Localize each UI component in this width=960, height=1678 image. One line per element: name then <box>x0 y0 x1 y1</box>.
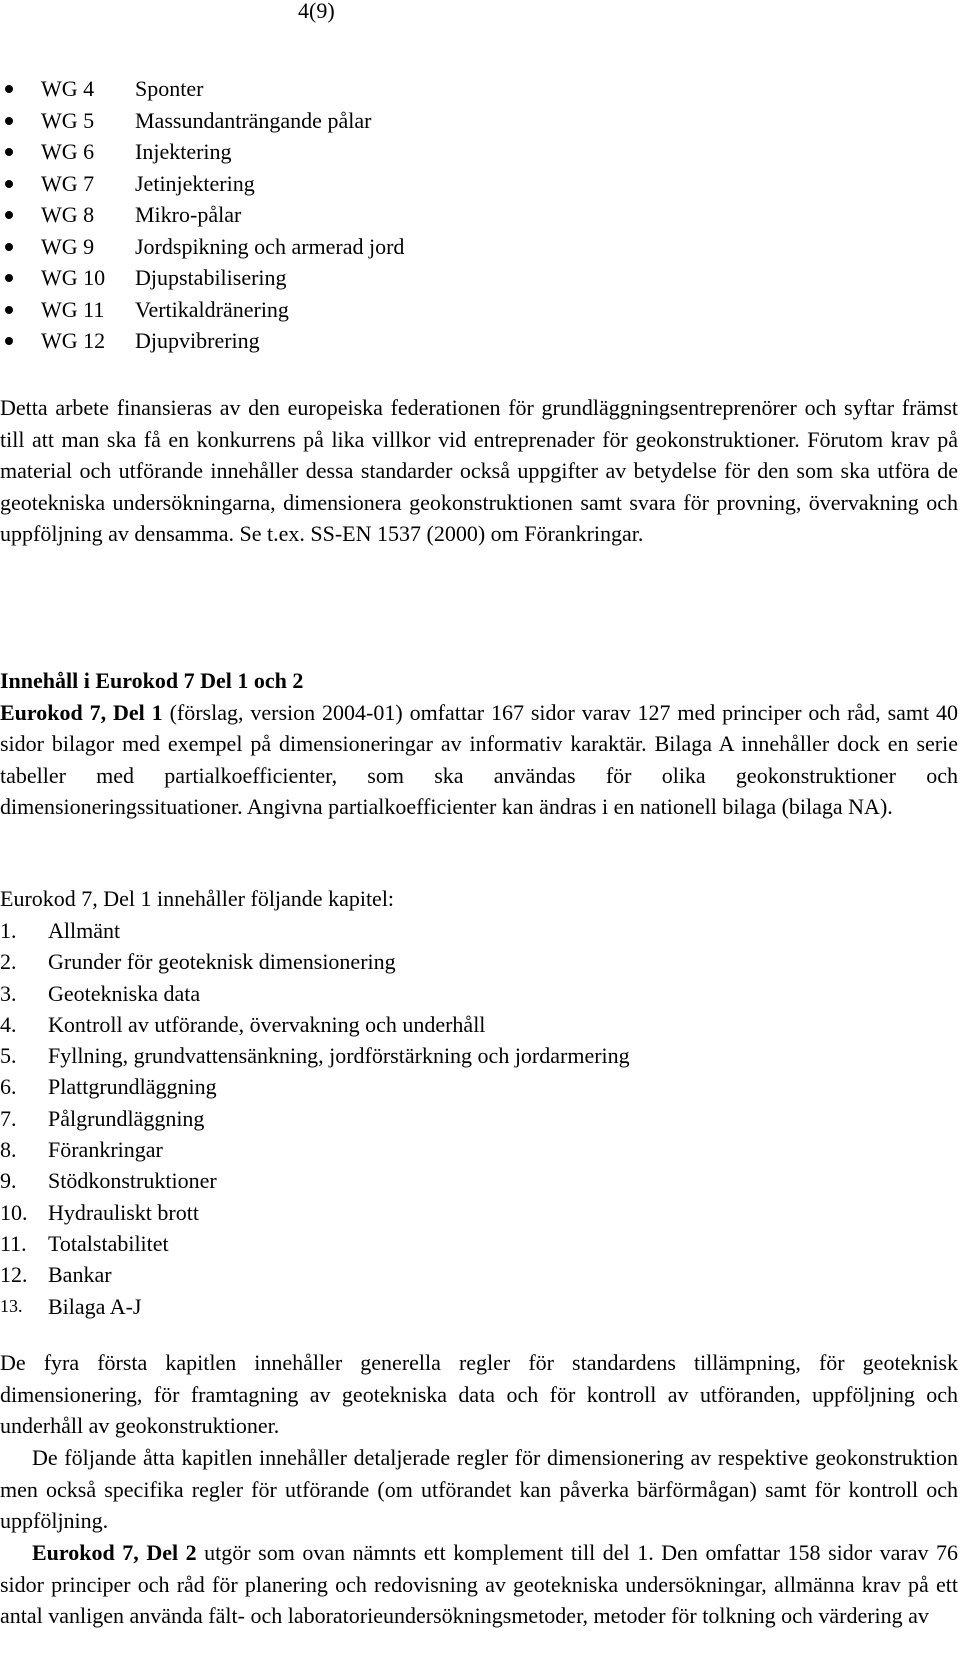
bold-lead: Eurokod 7, Del 1 <box>0 700 163 725</box>
work-group-code: WG 8 <box>41 202 95 227</box>
chapter-title: Förankringar <box>48 1137 163 1163</box>
chapters-intro: Eurokod 7, Del 1 innehåller följande kapitel: <box>0 886 395 911</box>
paragraph-first-chapters: De fyra första kapitlen innehåller generella regler för standardens tillämpning, för geoteknisk dimensionering, för framtagning av geotekniska data och för kontroll av utföranden, uppföljning och underhåll av geokonstruktioner. <box>0 1350 958 1438</box>
work-group-code: WG 7 <box>41 170 95 196</box>
chapter-number: 7. <box>0 1105 17 1131</box>
work-group-code: WG 10 <box>41 265 106 290</box>
bullet-icon <box>5 211 13 219</box>
work-group-title: Vertikaldränering <box>135 296 289 322</box>
bullet-icon <box>5 117 13 125</box>
work-group-code: WG 4 <box>41 76 95 101</box>
chapter-title: Allmänt <box>48 918 121 943</box>
chapter-title: Fyllning, grundvattensänkning, jordförstärkning och jordarmering <box>48 1043 630 1069</box>
chapter-number: 3. <box>0 980 17 1006</box>
bullet-icon <box>5 274 13 282</box>
bullet-icon <box>5 337 13 345</box>
bold-lead: Eurokod 7, Del 2 <box>32 1540 197 1565</box>
chapter-number: 10. <box>0 1199 28 1225</box>
bullet-icon <box>5 85 13 93</box>
chapter-title: Bankar <box>48 1262 112 1288</box>
chapter-title: Hydrauliskt brott <box>48 1199 199 1225</box>
chapter-number: 9. <box>0 1168 17 1194</box>
chapter-number: 12. <box>0 1262 28 1288</box>
work-group-title: Jetinjektering <box>135 170 255 196</box>
chapter-number: 8. <box>0 1137 17 1163</box>
chapter-number: 1. <box>0 918 17 943</box>
section-heading: Innehåll i Eurokod 7 Del 1 och 2 <box>0 668 304 693</box>
bullet-icon <box>5 148 13 156</box>
bullet-icon <box>5 243 13 251</box>
chapter-number: 4. <box>0 1011 17 1037</box>
chapter-title: Geotekniska data <box>48 980 201 1006</box>
chapter-number: 6. <box>0 1074 17 1100</box>
paragraph-following-chapters: De följande åtta kapitlen innehåller detaljerade regler för dimensionering av respektive geokonstruktion men också specifika regler för utförande (om utförandet kan påverka bärförmågan) samt för kontroll och uppföljning. <box>0 1445 958 1533</box>
work-group-title: Massundanträngande pålar <box>135 107 372 133</box>
work-group-code: WG 11 <box>41 296 105 322</box>
chapter-number: 11. <box>0 1230 27 1256</box>
work-group-title: Jordspikning och armerad jord <box>135 233 405 259</box>
work-group-code: WG 5 <box>41 107 95 133</box>
chapter-number: 2. <box>0 949 17 975</box>
page-number: 4(9) <box>298 0 335 23</box>
work-group-title: Injektering <box>135 139 232 164</box>
chapter-title: Bilaga A-J <box>48 1293 142 1319</box>
paragraph-text: (förslag, version 2004-01) omfattar 167 sidor varav 127 med principer och råd, samt 40 sidor bilagor med exempel på dimensioneringar av informativ karaktär. Bilaga A innehåller dock en serie tabeller med partialkoefficienter, som ska användas för olika geokonstruktioner och dimensioneringssituationer. Angivna partialkoefficienter kan ändras i en nationell bilaga (bilaga NA). <box>0 700 959 820</box>
chapter-number: 5. <box>0 1043 17 1069</box>
paragraph-text: utgör som ovan nämnts ett komplement till del 1. Den omfattar 158 sidor varav 76 sidor principer och råd för planering och redovisning av geotekniska undersökningar, allmänna krav på ett antal vanligen använda fält- och laboratorieundersökningsmetoder, metoder för tolkning och värdering av <box>0 1540 959 1628</box>
chapter-title: Grunder för geoteknisk dimensionering <box>48 949 396 975</box>
paragraph-eurokod-del-1 <box>0 697 958 823</box>
work-group-code: WG 12 <box>41 328 106 353</box>
chapter-title: Stödkonstruktioner <box>48 1168 217 1194</box>
bullet-icon <box>5 306 13 314</box>
paragraph-eurokod-del-2 <box>0 1537 958 1632</box>
chapter-number: 13. <box>0 1295 23 1316</box>
work-group-title: Mikro-pålar <box>135 202 242 227</box>
work-group-code: WG 9 <box>41 233 95 259</box>
chapter-title: Pålgrundläggning <box>48 1105 205 1131</box>
work-group-title: Djupstabilisering <box>135 265 287 290</box>
chapter-title: Kontroll av utförande, övervakning och underhåll <box>48 1011 486 1037</box>
bullet-icon <box>5 180 13 188</box>
work-group-code: WG 6 <box>41 139 95 164</box>
paragraph-financing: Detta arbete finansieras av den europeiska federationen för grundläggningsentreprenörer och syftar främst till att man ska få en konkurrens på lika villkor vid entreprenader för geokonstruktioner. Förutom krav på material och utförande innehåller dessa standarder också uppgifter av betydelse för den som ska utföra de geotekniska undersökningarna, dimensionera geokonstruktionen samt svara för provning, övervakning och uppföljning av densamma. Se t.ex. SS-EN 1537 (2000) om Förankringar. <box>0 395 958 546</box>
chapter-title: Plattgrundläggning <box>48 1074 217 1100</box>
work-group-title: Sponter <box>135 76 204 101</box>
work-group-title: Djupvibrering <box>135 328 260 353</box>
chapter-title: Totalstabilitet <box>48 1230 169 1256</box>
